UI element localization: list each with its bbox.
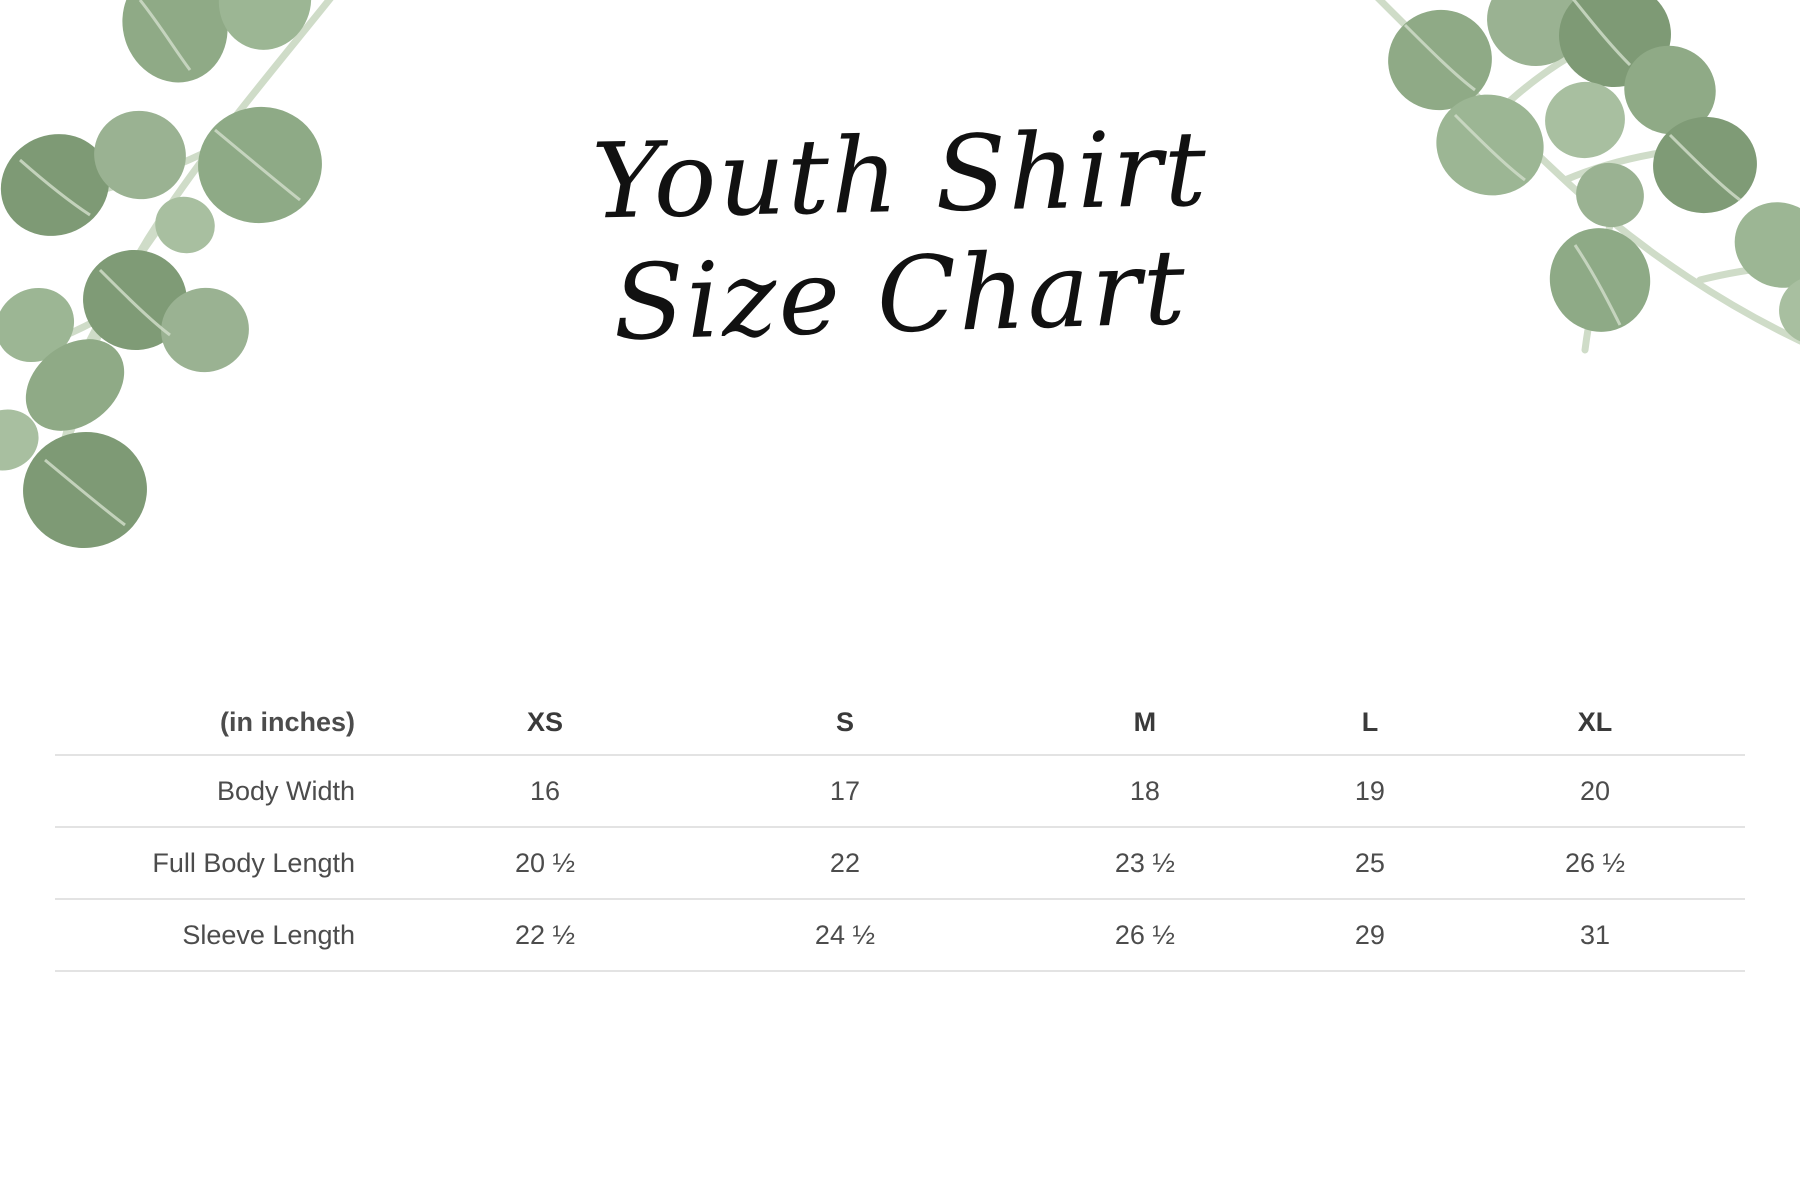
size-chart-table-wrap [55,690,1745,972]
row-label-full-body-length: Full Body Length [152,847,355,878]
title-line-1: Youth Shirt [590,107,1210,243]
cell-body-width-m: 18 [1129,775,1160,806]
table-header-s: S [835,706,854,737]
table-header-m: M [1133,706,1157,737]
table-row [55,755,1745,827]
table-body [55,755,1745,971]
cell-full-body-length-l: 25 [1354,847,1385,878]
cell-body-width-s: 17 [829,775,860,806]
row-label-sleeve-length: Sleeve Length [182,919,355,950]
table-header-units: (in inches) [219,706,355,737]
table-header [55,690,1745,755]
cell-sleeve-length-m: 26 ½ [1114,919,1175,950]
table-header-xs: XS [526,706,563,737]
table-header-row [55,690,1745,755]
cell-sleeve-length-xs: 22 ½ [514,919,576,950]
cell-sleeve-length-s: 24 ½ [814,919,875,950]
cell-body-width-xl: 20 [1579,775,1610,806]
title-line-2: Size Chart [611,226,1189,365]
cell-sleeve-length-l: 29 [1354,919,1385,950]
table-header-l: L [1361,706,1379,737]
size-chart-table [55,690,1745,972]
cell-full-body-length-xl: 26 ½ [1564,847,1626,878]
cell-body-width-l: 19 [1354,775,1385,806]
cell-full-body-length-xs: 20 ½ [514,847,576,878]
cell-sleeve-length-xl: 31 [1579,919,1610,950]
cell-full-body-length-s: 22 [829,847,860,878]
table-row [55,827,1745,899]
cell-body-width-xs: 16 [529,775,560,806]
table-header-xl: XL [1577,706,1613,737]
table-row [55,899,1745,971]
page-title [0,107,1800,365]
row-label-body-width: Body Width [216,775,355,806]
cell-full-body-length-m: 23 ½ [1114,847,1175,878]
